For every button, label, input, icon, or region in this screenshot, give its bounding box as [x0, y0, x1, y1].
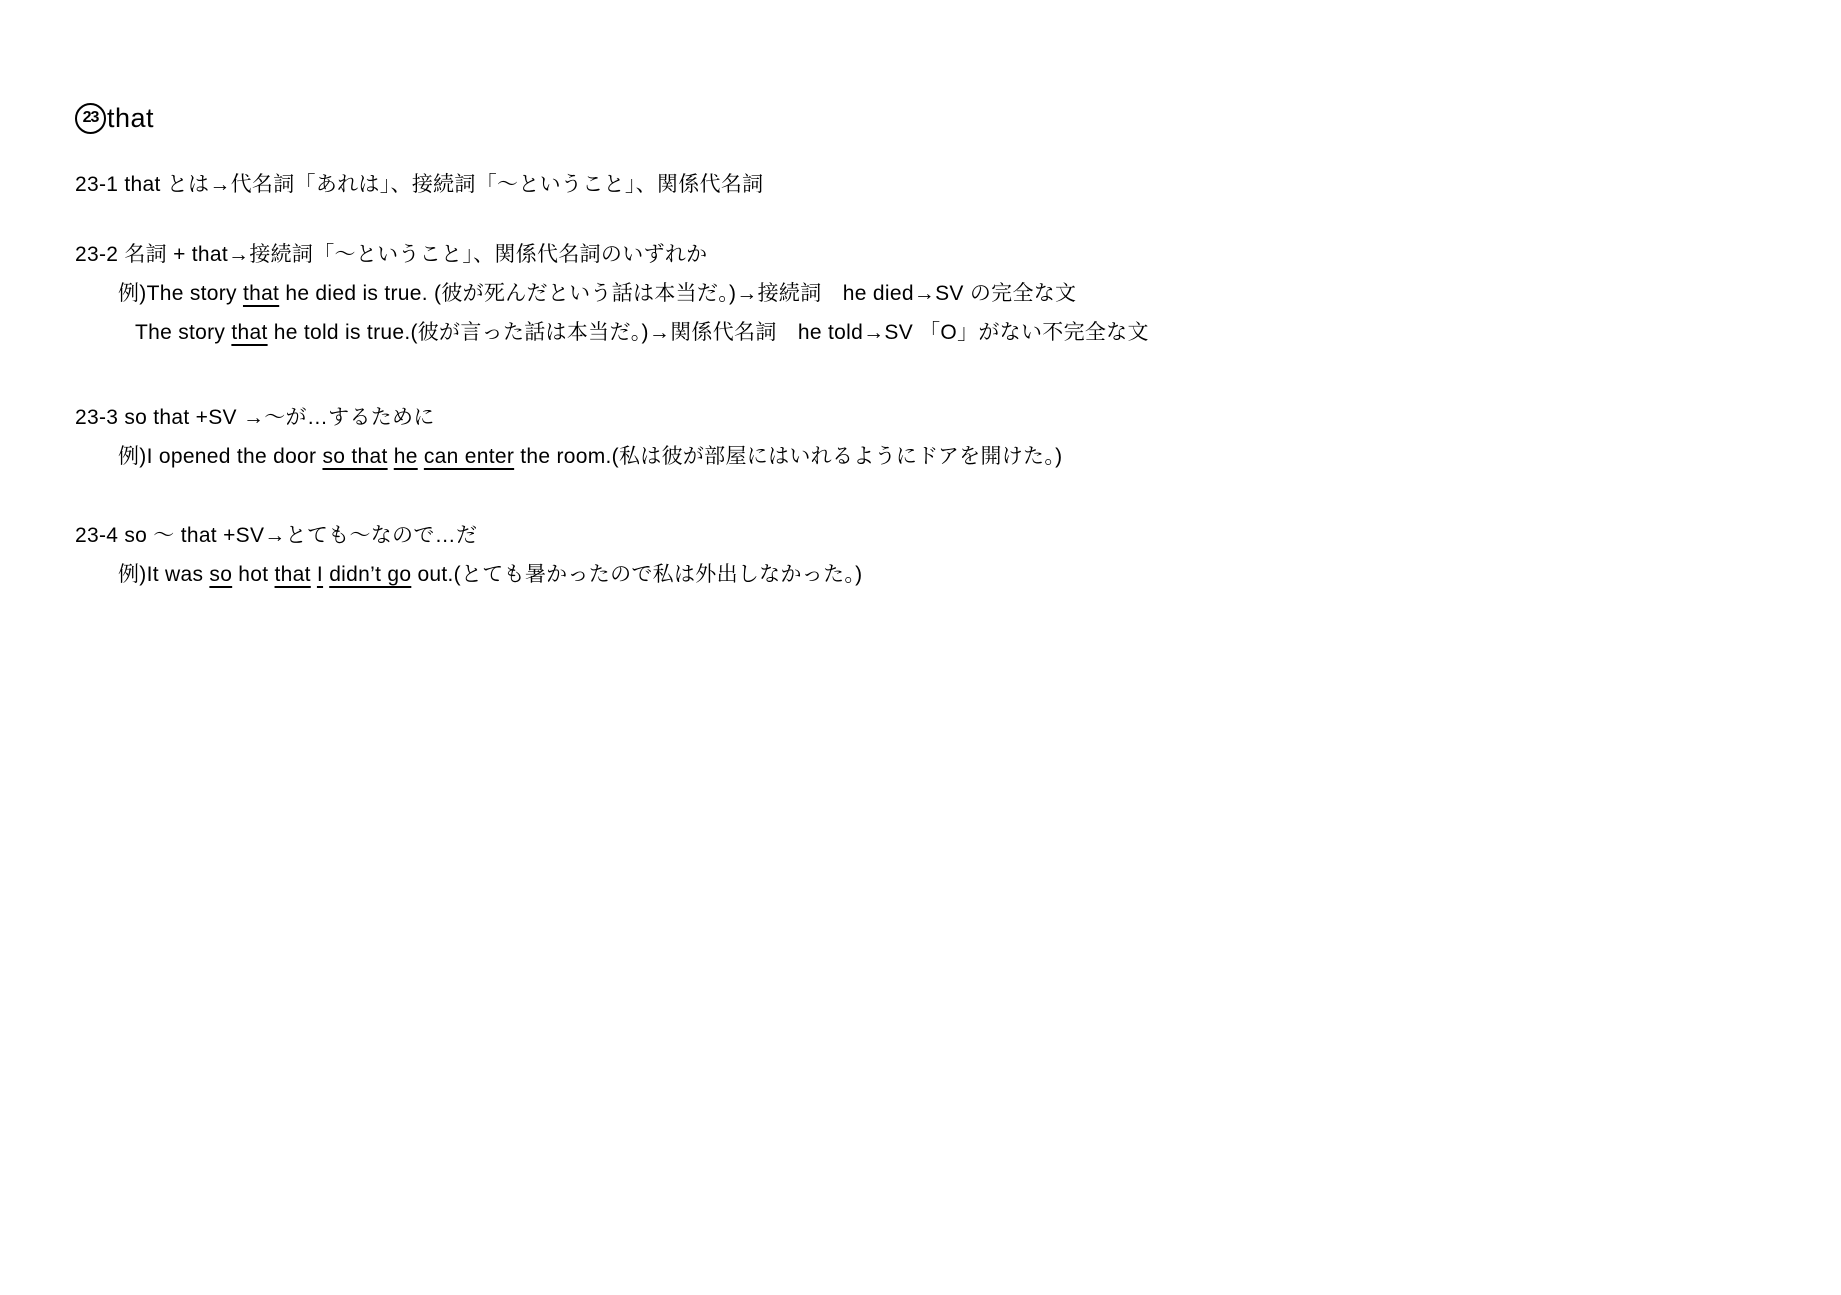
section-heading: 23-4 so ～ that +SV→とても～なので…だ [75, 524, 478, 547]
plain-text: The story [135, 321, 232, 344]
plain-text: out.(とても暑かったので私は外出しなかった。) [411, 563, 863, 586]
plain-text: 例)It was [118, 563, 210, 586]
example-line [135, 313, 1801, 352]
section-heading: 23-1 that とは→代名詞「あれは」、接続詞「～ということ」、関係代名詞 [75, 173, 764, 196]
page-title [75, 98, 1801, 138]
underlined-text: so [209, 563, 233, 586]
underlined-text: he [393, 445, 418, 468]
plain-text: 例)I opened the door [118, 445, 323, 468]
underlined-text: didn’t go [329, 563, 412, 586]
example-line [118, 555, 1801, 594]
underlined-text: so that [322, 445, 388, 468]
section-23-1 [75, 165, 1801, 204]
plain-text: hot [232, 563, 275, 586]
circled-23-icon: 23 [75, 103, 106, 134]
plain-text: the room.(私は彼が部屋にはいれるようにドアを開けた。) [514, 445, 1063, 468]
underlined-text: can enter [423, 445, 515, 468]
underlined-text: that [274, 563, 311, 586]
plain-text: 例)The story [118, 282, 243, 305]
title-text: that [107, 102, 155, 133]
section-23-3 [75, 398, 1801, 476]
sections-container [75, 165, 1801, 594]
underlined-text: that [242, 282, 280, 305]
section-23-2 [75, 235, 1801, 352]
underlined-text: I [316, 563, 324, 586]
plain-text: he told is true.(彼が言った話は本当だ。)→関係代名詞 he told→SV 「O」がない不完全な文 [267, 321, 1149, 344]
example-line [118, 274, 1801, 313]
section-heading: 23-3 so that +SV →～が…するために [75, 406, 435, 429]
plain-text: he died is true. (彼が死んだという話は本当だ。)→接続詞 he died→SV の完全な文 [279, 282, 1077, 305]
section-23-4 [75, 516, 1801, 594]
section-heading: 23-2 名詞 + that→接続詞「～ということ」、関係代名詞のいずれか [75, 243, 708, 266]
example-line [118, 437, 1801, 476]
underlined-text: that [231, 321, 268, 344]
